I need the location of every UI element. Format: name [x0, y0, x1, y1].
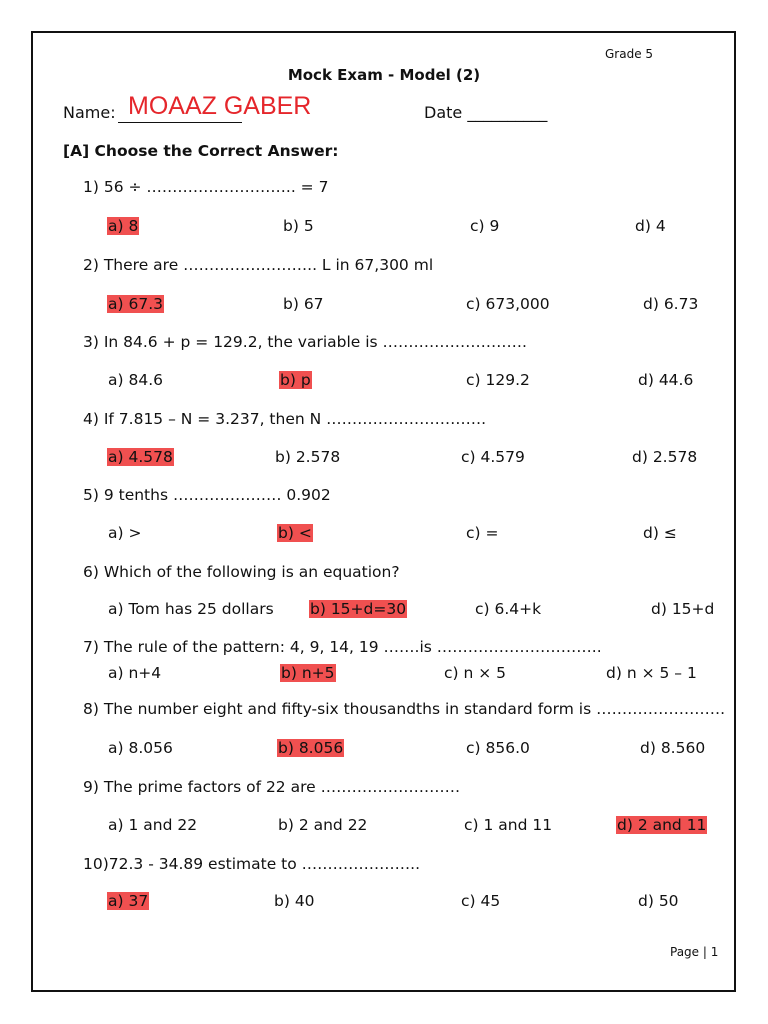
question-10-option-c[interactable]: c) 45 [461, 892, 501, 910]
question-2-text: 2) There are …………………….. L in 67,300 ml [83, 256, 434, 274]
question-1-option-d[interactable]: d) 4 [635, 217, 666, 235]
question-3-option-d[interactable]: d) 44.6 [638, 371, 694, 389]
question-5-text: 5) 9 tenths ………………… 0.902 [83, 486, 331, 504]
question-8-option-b-selected[interactable]: b) 8.056 [278, 739, 344, 757]
question-1-text: 1) 56 ÷ ……………………….. = 7 [83, 178, 329, 196]
question-1-option-c[interactable]: c) 9 [470, 217, 500, 235]
question-3-option-a[interactable]: a) 84.6 [108, 371, 163, 389]
question-10-option-b[interactable]: b) 40 [274, 892, 315, 910]
question-10-text: 10)72.3 - 34.89 estimate to ………………….. [83, 855, 421, 873]
question-6-option-a[interactable]: a) Tom has 25 dollars [108, 600, 274, 618]
date-field[interactable]: Date __________ [424, 103, 548, 122]
question-9-option-b[interactable]: b) 2 and 22 [278, 816, 368, 834]
name-label: Name: [63, 103, 116, 122]
question-6-option-c[interactable]: c) 6.4+k [475, 600, 542, 618]
question-4-option-d[interactable]: d) 2.578 [632, 448, 698, 466]
exam-title: Mock Exam - Model (2) [287, 66, 481, 84]
page-number: Page | 1 [670, 945, 719, 959]
name-value[interactable]: MOAAZ GABER [128, 92, 312, 120]
question-6-text: 6) Which of the following is an equation? [83, 563, 400, 581]
question-5-option-a[interactable]: a) > [108, 524, 142, 542]
question-3-option-c[interactable]: c) 129.2 [466, 371, 530, 389]
question-8-option-c[interactable]: c) 856.0 [466, 739, 530, 757]
section-title: [A] Choose the Correct Answer: [63, 142, 339, 160]
question-8-option-d[interactable]: d) 8.560 [640, 739, 706, 757]
question-6-option-b-selected[interactable]: b) 15+d=30 [310, 600, 407, 618]
page-border [31, 31, 736, 992]
question-3-option-b-selected[interactable]: b) p [280, 371, 311, 389]
question-4-option-a-selected[interactable]: a) 4.578 [108, 448, 173, 466]
question-8-text: 8) The number eight and fifty-six thousandths in standard form is ……………………. [83, 700, 725, 718]
question-5-option-b-selected[interactable]: b) < [278, 524, 312, 542]
name-underline [118, 122, 242, 123]
question-9-option-c[interactable]: c) 1 and 11 [464, 816, 553, 834]
question-6-option-d[interactable]: d) 15+d [651, 600, 715, 618]
question-7-option-d[interactable]: d) n × 5 – 1 [606, 664, 697, 682]
question-7-option-c[interactable]: c) n × 5 [444, 664, 507, 682]
question-9-option-a[interactable]: a) 1 and 22 [108, 816, 198, 834]
question-7-text: 7) The rule of the pattern: 4, 9, 14, 19 …….is ………………………….. [83, 638, 602, 656]
question-1-option-b[interactable]: b) 5 [283, 217, 314, 235]
question-7-option-a[interactable]: a) n+4 [108, 664, 162, 682]
question-7-option-b-selected[interactable]: b) n+5 [281, 664, 335, 682]
question-4-option-b[interactable]: b) 2.578 [275, 448, 341, 466]
question-2-option-c[interactable]: c) 673,000 [466, 295, 550, 313]
question-5-option-c[interactable]: c) = [466, 524, 499, 542]
question-2-option-d[interactable]: d) 6.73 [643, 295, 699, 313]
question-4-text: 4) If 7.815 – N = 3.237, then N …………………………. [83, 410, 487, 428]
question-1-option-a-selected[interactable]: a) 8 [108, 217, 139, 235]
question-5-option-d[interactable]: d) ≤ [643, 524, 677, 542]
question-10-option-a-selected[interactable]: a) 37 [108, 892, 149, 910]
question-2-option-a-selected[interactable]: a) 67.3 [108, 295, 163, 313]
question-9-option-d-selected[interactable]: d) 2 and 11 [617, 816, 707, 834]
question-4-option-c[interactable]: c) 4.579 [461, 448, 525, 466]
question-8-option-a[interactable]: a) 8.056 [108, 739, 173, 757]
grade-label: Grade 5 [605, 47, 654, 61]
question-2-option-b[interactable]: b) 67 [283, 295, 324, 313]
question-10-option-d[interactable]: d) 50 [638, 892, 679, 910]
question-9-text: 9) The prime factors of 22 are ……………………… [83, 778, 461, 796]
question-3-text: 3) In 84.6 + p = 129.2, the variable is ………………………. [83, 333, 527, 351]
